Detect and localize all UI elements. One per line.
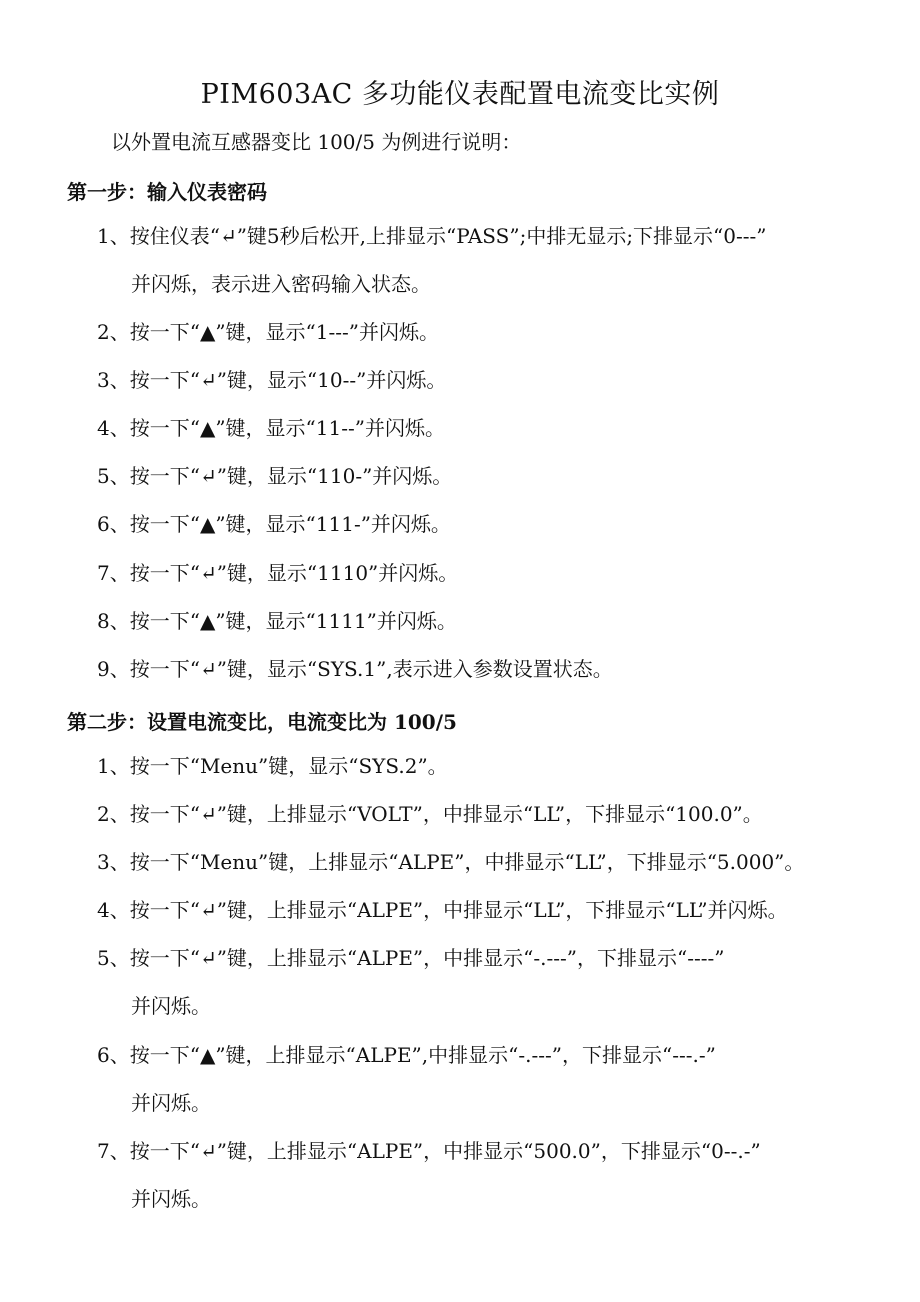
step2-heading: 第二步：设置电流变比，电流变比为 100/5 — [67, 710, 457, 734]
step1-item-3: 3、按一下“↵”键，显示“10--”并闪烁。 — [97, 368, 447, 392]
step2-item-5-continuation: 并闪烁。 — [131, 994, 211, 1018]
step1-item-5: 5、按一下“↵”键，显示“110-”并闪烁。 — [97, 464, 453, 488]
step1-item-6: 6、按一下“▲”键，显示“111-”并闪烁。 — [97, 512, 451, 536]
step1-item-4: 4、按一下“▲”键，显示“11--”并闪烁。 — [97, 416, 445, 440]
step2-item-3: 3、按一下“Menu”键，上排显示“ALPE”，中排显示“LL”，下排显示“5.000”。 — [97, 850, 805, 874]
intro-text: 以外置电流互感器变比 100/5 为例进行说明： — [111, 130, 522, 154]
step2-item-5: 5、按一下“↵”键，上排显示“ALPE”，中排显示“-.---”，下排显示“----” — [97, 946, 725, 970]
step1-item-1-continuation: 并闪烁，表示进入密码输入状态。 — [131, 272, 431, 296]
step1-item-1: 1、按住仪表“↵”键5秒后松开,上排显示“PASS”;中排无显示;下排显示“0---” — [97, 224, 767, 248]
step1-item-8: 8、按一下“▲”键，显示“1111”并闪烁。 — [97, 609, 457, 633]
step2-item-6-continuation: 并闪烁。 — [131, 1091, 211, 1115]
step1-heading: 第一步：输入仪表密码 — [67, 180, 267, 204]
step2-item-4: 4、按一下“↵”键，上排显示“ALPE”，中排显示“LL”，下排显示“LL”并闪烁。 — [97, 898, 788, 922]
step2-item-6: 6、按一下“▲”键，上排显示“ALPE”,中排显示“-.---”，下排显示“---.-” — [97, 1043, 716, 1067]
document-title: PIM603AC 多功能仪表配置电流变比实例 — [200, 79, 720, 110]
step2-item-1: 1、按一下“Menu”键，显示“SYS.2”。 — [97, 754, 448, 778]
step2-item-7: 7、按一下“↵”键，上排显示“ALPE”，中排显示“500.0”，下排显示“0--.-” — [97, 1139, 761, 1163]
step1-item-7: 7、按一下“↵”键，显示“1110”并闪烁。 — [97, 561, 459, 585]
step2-item-2: 2、按一下“↵”键，上排显示“VOLT”，中排显示“LL”，下排显示“100.0”。 — [97, 802, 763, 826]
step2-item-7-continuation: 并闪烁。 — [131, 1187, 211, 1211]
step1-item-2: 2、按一下“▲”键，显示“1---”并闪烁。 — [97, 320, 440, 344]
step1-item-9: 9、按一下“↵”键，显示“SYS.1”,表示进入参数设置状态。 — [97, 657, 613, 681]
